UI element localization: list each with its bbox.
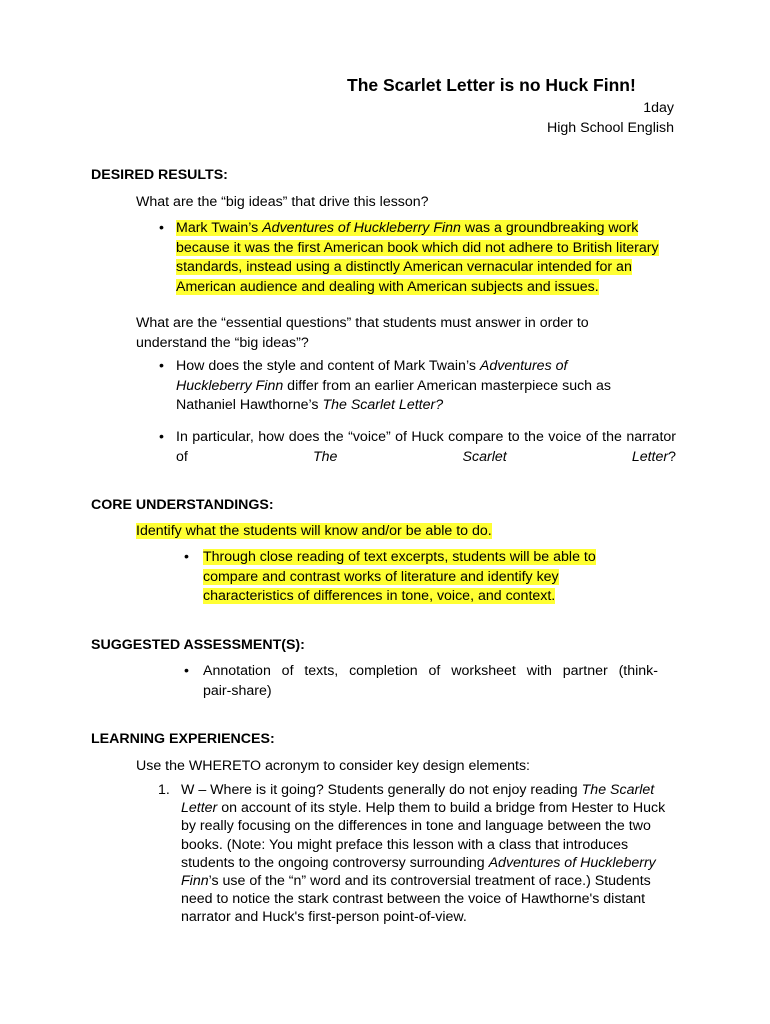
bullet-icon: • bbox=[184, 663, 189, 679]
core-understanding-item: • Through close reading of text excerpts, students will be able to compare and contrast works of literature and identify key characteristics of differences in tone, voice, and context. bbox=[184, 549, 596, 604]
core-understandings-prompt: Identify what the students will know and/or be able to do. bbox=[136, 523, 492, 539]
bullet-icon: • bbox=[184, 549, 189, 565]
suggested-assessments-heading: SUGGESTED ASSESSMENT(S): bbox=[91, 637, 305, 653]
bullet-icon: • bbox=[159, 429, 164, 445]
assessment-item: • Annotation of texts, completion of worksheet with partner (think-pair-share) bbox=[184, 663, 658, 699]
bullet-icon: • bbox=[159, 358, 164, 374]
core-understandings-heading: CORE UNDERSTANDINGS: bbox=[91, 497, 274, 513]
big-ideas-prompt: What are the “big ideas” that drive this lesson? bbox=[136, 194, 429, 210]
course-name: High School English bbox=[547, 120, 674, 136]
desired-results-heading: DESIRED RESULTS: bbox=[91, 167, 228, 183]
whereto-prompt: Use the WHERETO acronym to consider key design elements: bbox=[136, 758, 530, 774]
essential-question-item: • How does the style and content of Mark Twain’s Adventures of Huckleberry Finn differ from an earlier American masterpiece such as Nathaniel Hawthorne’s The Scarlet Letter? bbox=[159, 358, 612, 413]
learning-experiences-heading: LEARNING EXPERIENCES: bbox=[91, 731, 275, 747]
essential-questions-prompt: What are the “essential questions” that students must answer in order to understand the “big ideas”? bbox=[136, 315, 589, 351]
item-number: 1. bbox=[158, 782, 170, 798]
lesson-duration: 1day bbox=[643, 100, 674, 116]
big-idea-text: Mark Twain’s Adventures of Huckleberry Finn was a groundbreaking work because it was the first American book which did not adhere to British literary standards, instead using a distinctly American vernacular intended for an American audience and dealing with American subjects and issues. bbox=[176, 220, 659, 295]
essential-question-item: • In particular, how does the “voice” of Huck compare to the voice of the narrator of The Scarlet Letter? bbox=[159, 429, 676, 465]
document-title: The Scarlet Letter is no Huck Finn! bbox=[347, 75, 636, 95]
learning-experience-item: 1. W – Where is it going? Students generally do not enjoy reading The Scarlet Letter on account of its style. Help them to build a bridge from Hester to Huck by really focusing on the differences in tone and language between the two books. (Note: You might preface this lesson with a class that introduces students to the ongoing controversy surrounding Adventures of Huckleberry Finn’s use of the “n” word and its controversial treatment of race.) Students need to notice the stark contrast between the voice of Hawthorne's distant narrator and Huck's first-person point-of-view. bbox=[158, 782, 666, 926]
big-idea-item bbox=[159, 219, 676, 297]
bullet-icon: • bbox=[159, 220, 164, 236]
